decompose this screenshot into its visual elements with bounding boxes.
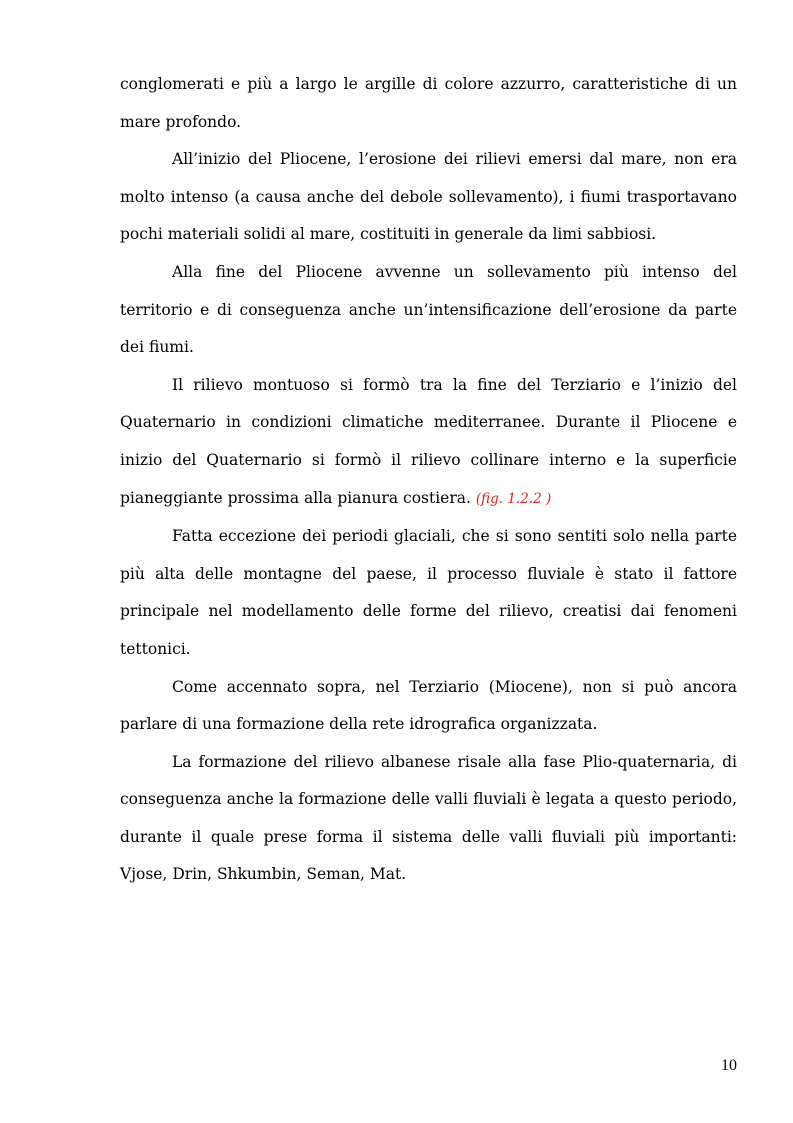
paragraph-4 (120, 367, 737, 518)
paragraph-3: Alla fine del Pliocene avvenne un sollevamento più intenso del territorio e di conseguenza anche un’intensificazione dell’erosione da parte dei fiumi. (120, 262, 737, 357)
document-body (120, 66, 737, 894)
page-number: 10 (721, 1057, 737, 1074)
figure-reference: (fig. 1.2.2 ) (475, 490, 552, 507)
paragraph-2: All’inizio del Pliocene, l’erosione dei rilievi emersi dal mare, non era molto intenso (a causa anche del debole sollevamento), i fiumi trasportavano pochi materiali solidi al mare, costituiti in generale da limi sabbiosi. (120, 150, 737, 244)
paragraph-5: Fatta eccezione dei periodi glaciali, che si sono sentiti solo nella parte più alta delle montagne del paese, il processo fluviale è stato il fattore principale nel modellamento delle forme del rilievo, creatisi dai fenomeni tettonici. (120, 527, 737, 658)
paragraph-6: Come accennato sopra, nel Terziario (Miocene), non si può ancora parlare di una formazione della rete idrografica organizzata. (120, 677, 737, 734)
paragraph-4-text: Il rilievo montuoso si formò tra la fine del Terziario e l’inizio del Quaternario in condizioni climatiche mediterranee. Durante il Pliocene e inizio del Quaternario si formò il rilievo collinare interno e la superficie pianeggiante prossima alla pianura costiera. (120, 375, 737, 507)
paragraph-7: La formazione del rilievo albanese risale alla fase Plio-quaternaria, di conseguenza anche la formazione delle valli fluviali è legata a questo periodo, durante il quale prese forma il sistema delle valli fluviali più importanti: Vjose, Drin, Shkumbin, Seman, Mat. (120, 752, 737, 884)
paragraph-1: conglomerati e più a largo le argille di colore azzurro, caratteristiche di un mare profondo. (120, 75, 737, 131)
